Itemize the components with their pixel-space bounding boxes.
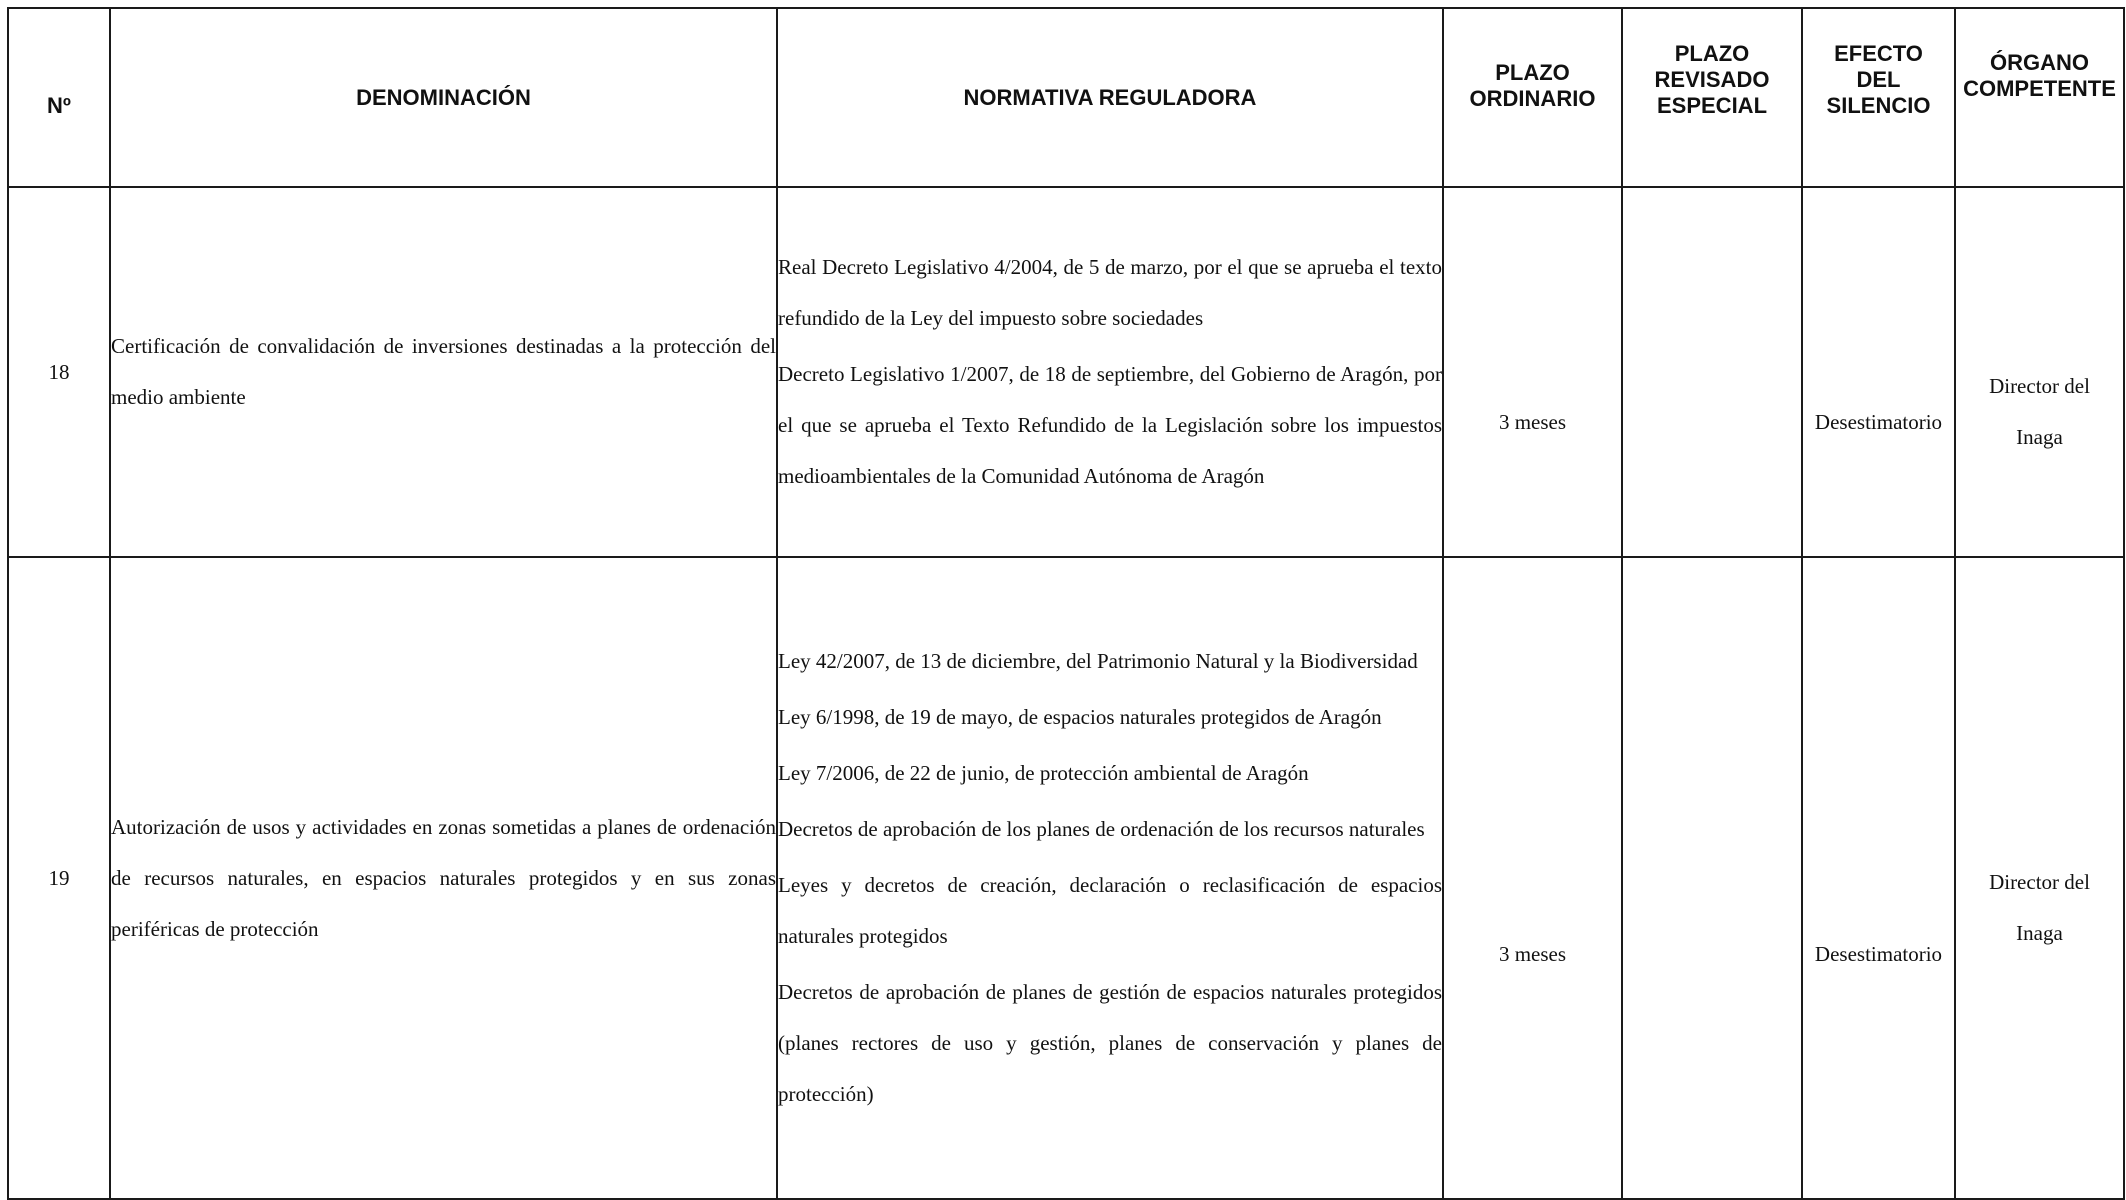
normativa-item: Decretos de aprobación de los planes de ordenación de los recursos naturales xyxy=(778,817,1425,841)
row-plazo-revisado xyxy=(1622,557,1802,1199)
row-efecto-silencio: Desestimatorio xyxy=(1802,187,1955,557)
header-efecto-silencio: EFECTO DEL SILENCIO xyxy=(1802,8,1955,187)
header-organo: ÓRGANO COMPETENTE xyxy=(1955,8,2124,187)
row-plazo-ordinario: 3 meses xyxy=(1443,187,1622,557)
normativa-item: Ley 42/2007, de 13 de diciembre, del Patrimonio Natural y la Biodiversidad xyxy=(778,649,1418,673)
header-plazo-revisado: PLAZO REVISADO ESPECIAL xyxy=(1622,8,1802,187)
row-number: 19 xyxy=(8,557,110,1199)
normativa-item: Leyes y decretos de creación, declaración o reclasificación de espacios naturales protegidos xyxy=(778,873,1442,948)
header-denominacion: DENOMINACIÓN xyxy=(110,8,777,187)
row-denominacion: Certificación de convalidación de inversiones destinadas a la protección del medio ambiente xyxy=(110,187,777,557)
normativa-item: Decreto Legislativo 1/2007, de 18 de septiembre, del Gobierno de Aragón, por el que se aprueba el Texto Refundido de la Legislación sobre los impuestos medioambientales de la Comunidad Autónoma de Aragón xyxy=(778,362,1442,488)
row-efecto-silencio: Desestimatorio xyxy=(1802,557,1955,1199)
row-plazo-ordinario: 3 meses xyxy=(1443,557,1622,1199)
normativa-item: Ley 7/2006, de 22 de junio, de protección ambiental de Aragón xyxy=(778,761,1309,785)
row-organo: Director del Inaga xyxy=(1955,557,2124,1199)
header-normativa: NORMATIVA REGULADORA xyxy=(777,8,1443,187)
header-num: Nº xyxy=(8,8,110,187)
normativa-item: Ley 6/1998, de 19 de mayo, de espacios naturales protegidos de Aragón xyxy=(778,705,1382,729)
table-row xyxy=(8,557,2124,1199)
row-plazo-revisado xyxy=(1622,187,1802,557)
row-organo: Director del Inaga xyxy=(1955,187,2124,557)
header-plazo-ordinario: PLAZO ORDINARIO xyxy=(1443,8,1622,187)
row-number: 18 xyxy=(8,187,110,557)
header-row xyxy=(8,8,2124,187)
row-normativa xyxy=(777,557,1443,1199)
row-denominacion: Autorización de usos y actividades en zonas sometidas a planes de ordenación de recursos naturales, en espacios naturales protegidos y en sus zonas periféricas de protección xyxy=(110,557,777,1199)
normativa-item: Decretos de aprobación de planes de gestión de espacios naturales protegidos (planes rectores de uso y gestión, planes de conservación y planes de protección) xyxy=(778,980,1442,1106)
procedures-table xyxy=(7,7,2125,1200)
normativa-item: Real Decreto Legislativo 4/2004, de 5 de marzo, por el que se aprueba el texto refundido de la Ley del impuesto sobre sociedades xyxy=(778,255,1442,330)
row-normativa xyxy=(777,187,1443,557)
table-row xyxy=(8,187,2124,557)
